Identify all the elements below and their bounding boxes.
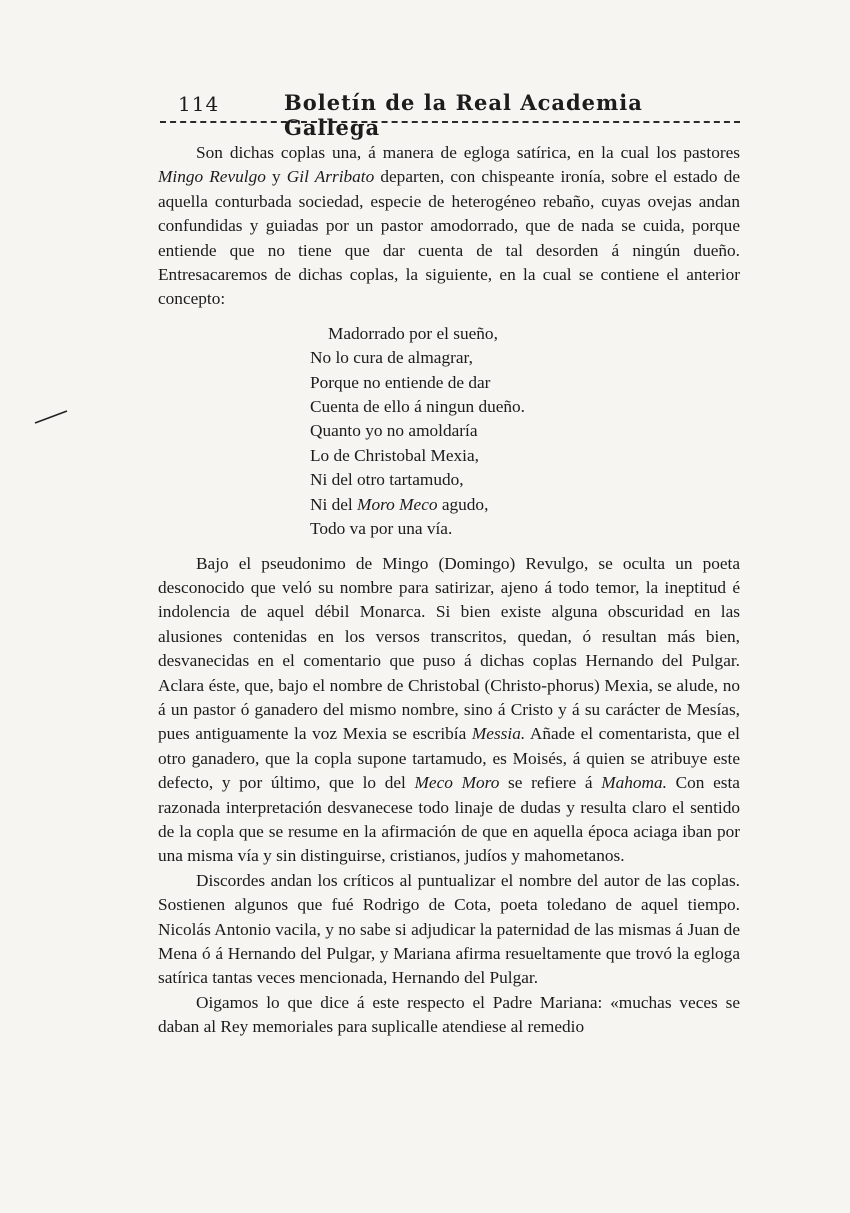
- paragraph-2: Bajo el pseudonimo de Mingo (Domingo) Revulgo, se oculta un poeta desconocido que veló su nombre para satirizar, ajeno á todo temor, la ineptitud é indolencia de aquel débil Monarca. Si bien existe alguna obscuridad en las alusiones contenidas en los versos transcritos, quedan, ó resultan más bien, desvanecidas en el comentario que puso á dichas coplas Hernando del Pulgar. Aclara éste, que, bajo el nombre de Christobal (Christo-phorus) Mexia, se alude, no á un pastor ó ganadero del mismo nombre, sino á Cristo y á su carácter de Mesías, pues antiguamente la voz Mexia se escribía Messia. Añade el comentarista, que el otro ganadero, que la copla supone tartamudo, es Moisés, á quien se atribuye este defecto, y por último, que lo del Meco Moro se refiere á Mahoma. Con esta razonada interpretación desvanecese todo linaje de dudas y resulta claro el sentido de la copla que se resume en la afirmación de que en aquella época aciaga iban por una misma vía y sin distinguirse, cristianos, judíos y mahometanos.: [158, 553, 740, 866]
- verse-line: Ni del Moro Meco agudo,: [310, 494, 489, 514]
- verse-line: Cuenta de ello á ningun dueño.: [310, 397, 526, 417]
- verse-line: Porque no entiende de dar: [310, 372, 491, 392]
- verse-line: Todo va por una vía.: [310, 519, 453, 539]
- verse-line: Ni del otro tartamudo,: [310, 470, 464, 490]
- name-gil-arribato: Gil Arribato: [286, 167, 375, 187]
- verse-line: No lo cura de almagrar,: [310, 348, 473, 368]
- running-header: [160, 90, 740, 140]
- verse-block: [310, 322, 740, 542]
- page-number: 114: [178, 92, 220, 116]
- paragraph-1: Son dichas coplas una, á manera de egloga satírica, en la cual los pastores Mingo Revulgo y Gil Arribato departen, con chispeante ironía, sobre el estado de aquella conturbada sociedad, especie de heterogéneo rebaño, cuyas ovejas andan confundidas y guiadas por un pastor amodorrado, que de nada se cuida, porque entiende que no tiene que dar cuenta de tal desorden á ningún dueño. Entresacaremos de dichas coplas, la siguiente, en la cual se contiene el anterior concepto:: [158, 143, 741, 309]
- header-rule: [160, 121, 740, 123]
- verse-line: Lo de Christobal Mexia,: [310, 445, 479, 465]
- name-mingo-revulgo: Mingo Revulgo: [158, 167, 266, 187]
- journal-title: Boletín de la Real Academia Gallega: [284, 90, 643, 140]
- verse-line: Madorrado por el sueño,: [328, 323, 498, 343]
- name-meco-moro: Meco Moro: [414, 773, 500, 793]
- paragraph-4: Oigamos lo que dice á este respecto el Padre Mariana: «muchas veces se daban al Rey memoriales para suplicalle atendiese al remedio: [158, 992, 740, 1037]
- paragraph-3: Discordes andan los críticos al puntualizar el nombre del autor de las coplas. Sostienen algunos que fué Rodrigo de Cota, poeta toledano de aquel tiempo. Nicolás Antonio vacila, y no sabe si adjudicar la paternidad de las mismas á Juan de Mena ó á Hernando del Pulgar, y Mariana afirma resueltamente que trovó la egloga satírica tantas veces mencionada, Hernando del Pulgar.: [158, 870, 740, 988]
- ink-stroke-mark: [34, 410, 68, 424]
- name-mahoma: Mahoma.: [601, 773, 667, 793]
- article-body: [158, 141, 740, 1040]
- verse-line: Quanto yo no amoldaría: [310, 421, 478, 441]
- word-messia: Messia.: [471, 724, 526, 744]
- name-moro-meco: Moro Meco: [357, 494, 438, 514]
